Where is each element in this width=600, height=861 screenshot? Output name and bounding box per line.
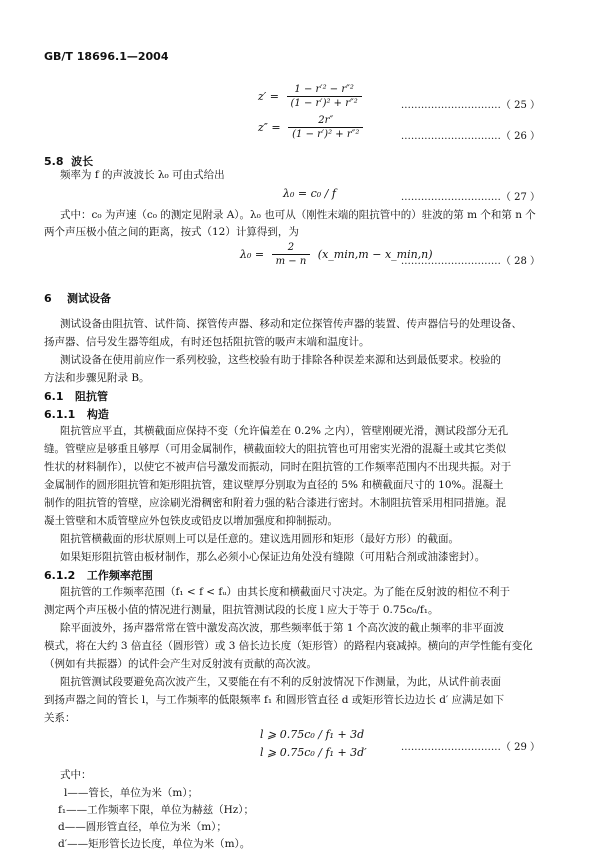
paragraph-line: 凝土管壁和木质管壁应外包铁皮或铅皮以增加强度和抑制振动。 xyxy=(44,515,338,527)
section-6-1-heading xyxy=(44,388,108,404)
eq26-numerator: 2r″ xyxy=(288,115,363,128)
paragraph-line: 除平面波外，扬声器常常在管中激发高次波，那些频率低于第 1 个高次波的截止频率的非平面波 xyxy=(60,622,504,634)
definition-item: d——圆形管直径，单位为米（m）； xyxy=(58,821,227,833)
eq25-denominator: (1 − r′)² + r″² xyxy=(290,98,358,109)
equation-27: λ₀ = c₀ / f xyxy=(283,187,336,200)
paragraph-line: 关系： xyxy=(44,712,76,724)
paragraph-line: 阻抗管的工作频率范围（f₁ < f < fᵤ）由其长度和横截面尺寸决定。为了能在反射波的相位不利于 xyxy=(60,586,511,598)
section-title: 构造 xyxy=(86,408,109,421)
section-number: 6.1.1 xyxy=(44,408,76,421)
equation-29-line-1: l ⩾ 0.75c₀ / f₁ + 3d xyxy=(260,728,365,741)
paragraph-line: 测定两个声压极小值的情况进行测量，阻抗管测试段的长度 l 应大于等于 0.75c₀/f₁。 xyxy=(44,604,439,616)
paragraph-line: 阻抗管应平直，其横截面应保持不变（允许偏差在 0.2% 之内），管壁刚硬光滑，测试段部分无孔 xyxy=(60,425,509,437)
equation-27-number: …………………………（ 27 ） xyxy=(400,192,540,203)
section-title: 波长 xyxy=(71,155,94,168)
equation-26-number: …………………………（ 26 ） xyxy=(400,131,540,142)
standard-header: GB/T 18696.1—2004 xyxy=(44,50,169,63)
section-title: 测试设备 xyxy=(66,292,111,305)
where-label: 式中： xyxy=(60,769,92,781)
definition-item: f₁——工作频率下限，单位为赫兹（Hz）； xyxy=(58,804,255,816)
equation-25 xyxy=(258,84,362,109)
definition-item: l——管长，单位为米（m）； xyxy=(64,787,199,799)
paragraph-line: 金属制作的圆形阻抗管和矩形阻抗管，建议壁厚分别取为直径的 5% 和横截面尺寸的 10%。混凝土 xyxy=(44,479,504,491)
eq28-numerator: 2 xyxy=(272,242,311,255)
paragraph-line: 缝。管壁应是够重且够厚（可用金属制作，横截面较大的阻抗管也可用密实光滑的混凝土或其它类似 xyxy=(44,443,506,455)
section-6-1-2-heading xyxy=(44,567,153,583)
eq26-denominator: (1 − r′)² + r″² xyxy=(292,129,360,140)
eq25-numerator: 1 − r′² − r″² xyxy=(287,84,362,97)
paragraph-line: 模式，将在大约 3 倍直径（圆形管）或 3 倍长边长度（矩形管）的路程内衰减掉。横向的声学性能有变化 xyxy=(44,640,533,652)
paragraph: 测试设备由阻抗管、试件筒、探管传声器、移动和定位探管传声器的装置、传声器信号的处理设备、 xyxy=(60,318,522,330)
paragraph-line: 性状的材料制作），以使它不被声信号激发而振动，同时在阻抗管的工作频率范围内不出现共振。对于 xyxy=(44,461,512,473)
paragraph: 频率为 f 的声波波长 λ₀ 可由式给出 xyxy=(60,169,225,181)
section-6-heading xyxy=(44,290,111,306)
eq26-lhs: z″ = xyxy=(258,121,281,134)
section-number: 6.1.2 xyxy=(44,569,76,582)
paragraph-line: 制作的阻抗管的管壁，应涂刷光滑稠密和附着力强的粘合漆进行密封。木制阻抗管采用相同措施。混 xyxy=(44,497,506,509)
section-number: 5.8 xyxy=(44,155,64,168)
paragraph: 两个声压极小值之间的距离，按式（12）计算得到，为 xyxy=(44,226,299,238)
eq28-rhs: (x_min,m − x_min,n) xyxy=(317,248,433,261)
paragraph: 方法和步骤见附录 B。 xyxy=(44,372,150,384)
section-number: 6 xyxy=(44,292,52,305)
paragraph: 式中：c₀ 为声速（c₀ 的测定见附录 A）。λ₀ 也可从（刚性末端的阻抗管中的）驻波的第 m 个和第 n 个 xyxy=(60,209,536,221)
definition-item: d′——矩形管长边长度，单位为米（m）。 xyxy=(58,838,251,850)
equation-25-number: …………………………（ 25 ） xyxy=(400,100,540,111)
eq28-lhs: λ₀ = xyxy=(240,248,265,261)
paragraph: 测试设备在使用前应作一系列校验，这些校验有助于排除各种误差来源和达到最低要求。校验的 xyxy=(60,354,501,366)
section-title: 工作频率范围 xyxy=(86,569,153,582)
paragraph-line: （例如有共振器）的试件会产生对反射波有贡献的高次波。 xyxy=(44,658,317,670)
equation-28-number: …………………………（ 28 ） xyxy=(400,256,540,267)
equation-29-line-2: l ⩾ 0.75c₀ / f₁ + 3d′ xyxy=(260,746,367,759)
section-6-1-1-heading xyxy=(44,406,109,422)
paragraph-line: 阻抗管测试段要避免高次波产生，又要能在有不利的反射波情况下作测量，为此，从试件前表面 xyxy=(60,676,501,688)
paragraph-line: 到扬声器之间的管长 l，与工作频率的低限频率 f₁ 和圆形管直径 d 或矩形管长边边长 d′ 应满足如下 xyxy=(44,694,505,706)
section-number: 6.1 xyxy=(44,390,64,403)
paragraph: 如果矩形阻抗管由板材制作，那么必须小心保证边角处没有缝隙（可用粘合剂或油漆密封）。 xyxy=(60,551,486,563)
eq28-denominator: m − n xyxy=(275,256,307,267)
equation-29-number: …………………………（ 29 ） xyxy=(400,742,540,753)
section-title: 阻抗管 xyxy=(75,390,108,403)
paragraph: 阻抗管横截面的形状原则上可以是任意的。建议选用圆形和矩形（最好方形）的截面。 xyxy=(60,533,459,545)
equation-26 xyxy=(258,115,363,140)
eq25-lhs: z′ = xyxy=(258,90,280,103)
paragraph: 扬声器、信号发生器等组成，有时还包括阻抗管的吸声末端和温度计。 xyxy=(44,336,370,348)
